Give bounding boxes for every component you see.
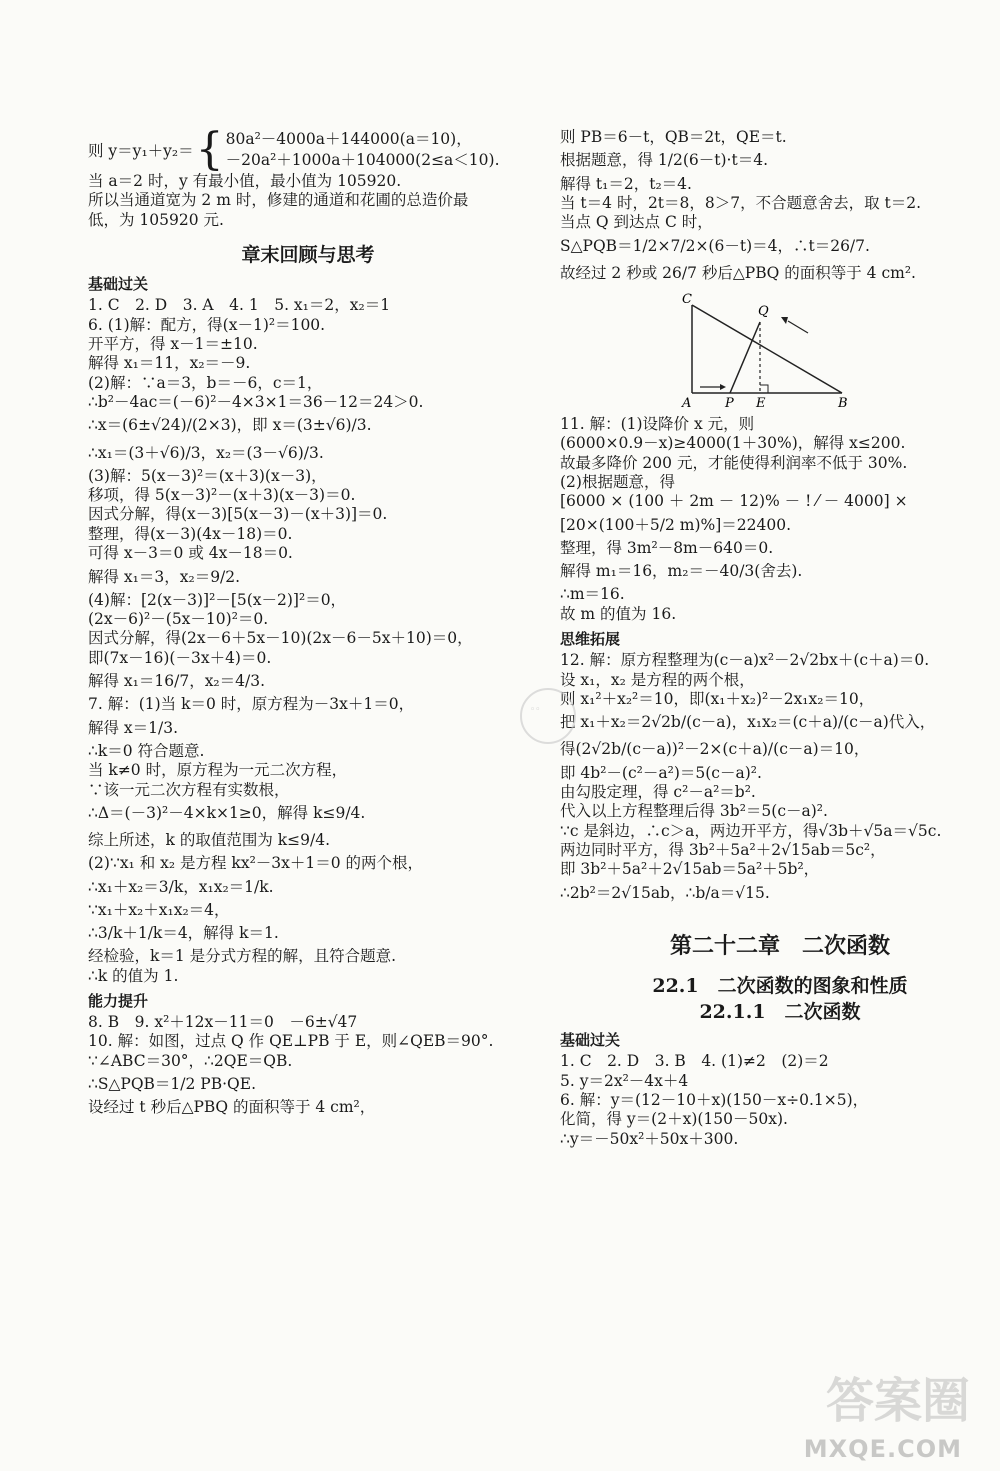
problem-11 bbox=[560, 415, 1000, 624]
basic-answer-line: ∴x₁＋x₂＝3/k，x₁x₂＝1/k. bbox=[88, 877, 274, 896]
basic-answer-line: 整理，得(x－3)(4x－18)＝0. bbox=[88, 524, 293, 543]
stamp-mark: ◦◦ bbox=[530, 705, 541, 715]
ability-answer-line: 10. 解：如图，过点 Q 作 QE⊥PB 于 E，则∠QEB＝90°. bbox=[88, 1032, 494, 1051]
piecewise-case-1: 80a²－4000a＋144000(a＝10)， bbox=[225, 130, 472, 149]
basic-answer-line: 即(7x－16)(－3x＋4)＝0. bbox=[88, 648, 272, 667]
basic-answer-line: ∴k 的值为 1. bbox=[88, 966, 179, 985]
basic-answer-line: 因式分解，得(x－3)[5(x－3)－(x＋3)]＝0. bbox=[88, 505, 388, 524]
problem-12-line: ∴2b²＝2√15ab，∴b/a＝√15. bbox=[560, 883, 770, 902]
ability-answer-line: 8. B 9. x²＋12x－11＝0 －6±√47 bbox=[88, 1012, 358, 1031]
label-e: E bbox=[756, 395, 766, 411]
problem-12-line: 12. 解：原方程整理为(c－a)x²－2√2bx＋(c＋a)＝0. bbox=[560, 651, 930, 670]
intro-line: 当 a＝2 时，y 有最小值，最小值为 105920. bbox=[88, 172, 402, 190]
basic-answer-line: (3)解：5(x－3)²＝(x＋3)(x－3)， bbox=[88, 466, 327, 485]
basic-answers bbox=[88, 296, 528, 986]
problem-12-line: 由勾股定理，得 c²－a²＝b². bbox=[560, 782, 756, 801]
chapter-answer-line: 6. 解：y＝(12－10＋x)(150－x÷0.1×5)， bbox=[560, 1090, 869, 1109]
segment-pq bbox=[730, 322, 760, 393]
basic-answer-line: 6. (1)解：配方，得(x－1)²＝100. bbox=[88, 315, 326, 334]
problem-12-line: ∵c 是斜边，∴c＞a，两边开平方，得√3b＋√5a＝√5c. bbox=[560, 821, 942, 840]
arrow-bq bbox=[788, 321, 808, 333]
problem-12-line: 得(2√2b/(c－a))²－2×(c＋a)/(c－a)＝10， bbox=[560, 740, 870, 759]
label-a: A bbox=[682, 395, 692, 411]
piecewise-case-2: －20a²＋1000a＋104000(2≤a＜10). bbox=[225, 151, 500, 169]
ability-answer-line: 设经过 t 秒后△PBQ 的面积等于 4 cm²， bbox=[88, 1098, 376, 1117]
arrow-bq-head bbox=[781, 317, 788, 324]
problem-12-line: 则 x₁²＋x₂²＝10，即(x₁＋x₂)²－2x₁x₂＝10， bbox=[560, 689, 875, 708]
sub-title-1: 22.1 二次函数的图象和性质 bbox=[652, 974, 908, 997]
problem-12-line: 即 3b²＋5a²＋2√15ab＝5a²＋5b²， bbox=[560, 860, 820, 879]
section-label-basic-2: 基础过关 bbox=[560, 1031, 621, 1050]
basic-answer-line: 开平方，得 x－1＝±10. bbox=[88, 334, 258, 353]
watermark-logo: 答案圈 bbox=[825, 1373, 970, 1429]
watermark-text: MXQE.COM bbox=[803, 1435, 962, 1463]
basic-answer-line: 解得 x₁＝3，x₂＝9/2. bbox=[88, 567, 241, 586]
solution-continued bbox=[560, 128, 1000, 287]
basic-answer-line: 解得 x＝1/3. bbox=[88, 718, 179, 737]
problem-11-line: (6000×0.9－x)≥4000(1＋30%)，解得 x≤200. bbox=[560, 434, 906, 453]
problem-11-line: 解得 m₁＝16，m₂＝－40/3(舍去). bbox=[560, 562, 803, 581]
basic-answer-line: 当 k≠0 时，原方程为一元二次方程， bbox=[88, 761, 348, 780]
basic-answer-line: (2)解：∵a＝3，b＝－6，c＝1， bbox=[88, 373, 323, 392]
basic-answer-line: 经检验，k＝1 是分式方程的解，且符合题意. bbox=[88, 947, 397, 966]
chapter-answer-line: ∴y＝－50x²＋50x＋300. bbox=[560, 1129, 739, 1148]
solution-line: 当 t＝4 时，2t＝8，8＞7，不合题意舍去，取 t＝2. bbox=[560, 193, 922, 212]
arrow-ap-head bbox=[720, 384, 726, 390]
solution-line: 故经过 2 秒或 26/7 秒后△PBQ 的面积等于 4 cm². bbox=[560, 263, 916, 282]
intro-line: 低，为 105920 元. bbox=[88, 210, 224, 229]
basic-answer-line: ∵该一元二次方程有实数根， bbox=[88, 780, 290, 799]
chapter-answer-line: 5. y＝2x²－4x＋4 bbox=[560, 1071, 689, 1090]
basic-answer-line: (2x－6)²－(5x－10)²＝0. bbox=[88, 610, 269, 628]
piecewise-function bbox=[88, 124, 528, 175]
section-label-basic: 基础过关 bbox=[88, 275, 149, 294]
solution-line: 则 PB＝6－t，QB＝2t，QE＝t. bbox=[560, 128, 787, 146]
problem-12-line: 设 x₁，x₂ 是方程的两个根， bbox=[560, 670, 755, 689]
basic-answer-line: 综上所述，k 的取值范围为 k≤9/4. bbox=[88, 831, 330, 849]
solution-line: 根据题意，得 1/2(6－t)·t＝4. bbox=[560, 151, 769, 170]
problem-11-line: 11. 解：(1)设降价 x 元，则 bbox=[560, 414, 755, 433]
problem-11-line: ∴m＝16. bbox=[560, 585, 625, 604]
label-c: C bbox=[682, 292, 692, 307]
basic-answer-line: 可得 x－3＝0 或 4x－18＝0. bbox=[88, 544, 293, 563]
sub-title-2: 22.1.1 二次函数 bbox=[699, 1000, 861, 1023]
basic-answer-line: 因式分解，得(2x－6＋5x－10)(2x－6－5x＋10)＝0， bbox=[88, 629, 473, 648]
chapter-answer-line: 化简，得 y＝(2＋x)(150－50x). bbox=[560, 1110, 788, 1129]
basic-answer-line: (2)∵x₁ 和 x₂ 是方程 kx²－3x＋1＝0 的两个根， bbox=[88, 854, 424, 873]
chapter-title: 第二十二章 二次函数 bbox=[669, 932, 890, 959]
ability-answers bbox=[88, 1013, 528, 1118]
chapter-answer-line: 1. C 2. D 3. B 4. (1)≠2 (2)＝2 bbox=[560, 1052, 829, 1071]
left-column bbox=[88, 124, 528, 1118]
solution-line: S△PQB＝1/2×7/2×(6－t)＝4，∴t＝26/7. bbox=[560, 236, 870, 255]
problem-12-line: 把 x₁＋x₂＝2√2b/(c－a)，x₁x₂＝(c＋a)/(c－a)代入， bbox=[560, 713, 936, 732]
problem-12-line: 即 4b²－(c²－a²)＝5(c－a)². bbox=[560, 763, 762, 782]
basic-answer-line: ∴k＝0 符合题意. bbox=[88, 741, 205, 760]
watermark bbox=[760, 1341, 1000, 1471]
basic-answer-line: 7. 解：(1)当 k＝0 时，原方程为－3x＋1＝0， bbox=[88, 695, 415, 714]
basic-answer-line: 移项，得 5(x－3)²－(x＋3)(x－3)＝0. bbox=[88, 486, 356, 504]
piecewise-prefix: 则 y＝y₁＋y₂＝ bbox=[88, 142, 194, 160]
ability-answer-line: ∴S△PQB＝1/2 PB·QE. bbox=[88, 1075, 256, 1093]
label-b: B bbox=[838, 395, 848, 411]
section-label-ability: 能力提升 bbox=[88, 991, 149, 1010]
solution-line: 解得 t₁＝2，t₂＝4. bbox=[560, 174, 692, 193]
basic-answer-line: ∴Δ＝(－3)²－4×k×1≥0，解得 k≤9/4. bbox=[88, 803, 366, 822]
problem-11-line: 故 m 的值为 16. bbox=[560, 604, 677, 623]
piecewise-cases bbox=[226, 129, 500, 171]
problem-11-line: 整理，得 3m²－8m－640＝0. bbox=[560, 538, 774, 557]
problem-11-line: [20×(100＋5/2 m)%]＝22400. bbox=[560, 515, 792, 534]
left-brace: { bbox=[195, 124, 224, 175]
problem-11-line: (2)根据题意，得 bbox=[560, 473, 675, 491]
triangle-figure bbox=[680, 293, 860, 411]
basic-answer-line: 1. C 2. D 3. A 4. 1 5. x₁＝2，x₂＝1 bbox=[88, 296, 391, 315]
basic-answer-line: (4)解：[2(x－3)]²－[5(x－2)]²＝0， bbox=[88, 590, 347, 609]
basic-answer-line: ∴x＝(6±√24)/(2×3)，即 x＝(3±√6)/3. bbox=[88, 416, 372, 435]
solution-line: 当点 Q 到达点 C 时， bbox=[560, 213, 713, 232]
basic-answer-line: 解得 x₁＝11，x₂＝－9. bbox=[88, 354, 251, 373]
section-heading: 章末回顾与思考 bbox=[241, 244, 375, 267]
problem-11-line: [6000 × (100 ＋ 2m － 12)% － ! ⁄ － 4000] × bbox=[560, 492, 908, 511]
section-label-thinking: 思维拓展 bbox=[560, 630, 621, 649]
problem-12-line: 两边同时平方，得 3b²＋5a²＋2√15ab＝5c²， bbox=[560, 841, 886, 859]
intro-lines bbox=[88, 172, 528, 230]
chapter-22-answers bbox=[560, 1052, 1000, 1149]
problem-11-line: 故最多降价 200 元，才能使得利润率不低于 30%. bbox=[560, 453, 908, 472]
ability-answer-line: ∵∠ABC＝30°，∴2QE＝QB. bbox=[88, 1051, 293, 1070]
label-q: Q bbox=[758, 303, 769, 319]
basic-answer-line: ∴b²－4ac＝(－6)²－4×3×1＝36－12＝24＞0. bbox=[88, 393, 424, 411]
basic-answer-line: ∴3/k＋1/k＝4，解得 k＝1. bbox=[88, 924, 279, 942]
label-p: P bbox=[725, 395, 734, 411]
basic-answer-line: ∵x₁＋x₂＋x₁x₂＝4， bbox=[88, 900, 230, 919]
basic-answer-line: 解得 x₁＝16/7，x₂＝4/3. bbox=[88, 672, 266, 691]
right-angle-mark bbox=[760, 385, 768, 393]
faded-stamp bbox=[520, 688, 576, 744]
problem-12-line: 代入以上方程整理后得 3b²＝5(c－a)². bbox=[560, 802, 828, 821]
problem-12 bbox=[560, 651, 1000, 907]
intro-line: 所以当通道宽为 2 m 时，修建的通道和花圃的总造价最 bbox=[88, 191, 469, 210]
basic-answer-line: ∴x₁＝(3＋√6)/3，x₂＝(3－√6)/3. bbox=[88, 443, 324, 462]
right-column bbox=[560, 128, 1000, 1149]
